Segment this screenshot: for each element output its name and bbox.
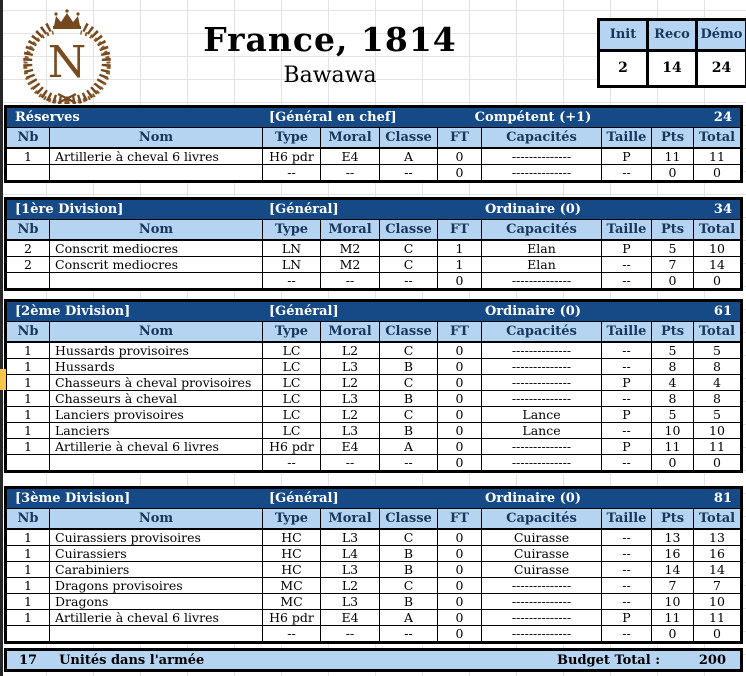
cell[interactable]: 10 [694, 594, 740, 609]
column-header: Classe [380, 322, 437, 341]
column-header: Pts [652, 322, 693, 341]
cell[interactable]: -- [602, 257, 651, 272]
cell[interactable]: -------------- [482, 578, 601, 593]
cell[interactable]: -- [263, 626, 320, 641]
column-header: Capacités [482, 322, 601, 341]
cell[interactable]: B [380, 546, 437, 561]
cell[interactable]: H6 pdr [263, 149, 320, 164]
cell[interactable]: B [380, 391, 437, 406]
cell[interactable]: 0 [438, 359, 481, 374]
section-name: [3ème Division] [15, 491, 131, 506]
cell[interactable]: 0 [694, 273, 740, 288]
cell[interactable]: M2 [321, 241, 379, 256]
cell[interactable]: LC [263, 423, 320, 438]
cell[interactable]: P [602, 407, 651, 422]
cell[interactable]: -------------- [482, 359, 601, 374]
column-header: FT [438, 322, 481, 341]
cell[interactable]: E4 [321, 610, 379, 625]
sheet-left-edge [0, 0, 3, 676]
cell[interactable]: B [380, 562, 437, 577]
cell[interactable] [50, 165, 262, 180]
cell[interactable]: 0 [694, 626, 740, 641]
cell[interactable]: -- [321, 455, 379, 470]
column-header-row [7, 220, 740, 239]
cell[interactable]: 0 [694, 455, 740, 470]
cell[interactable]: Lance [482, 423, 601, 438]
section-points: 24 [713, 110, 732, 125]
budget-total-value: 200 [698, 652, 726, 668]
division-table [4, 105, 743, 183]
cell[interactable]: -- [380, 273, 437, 288]
cell[interactable]: -------------- [482, 610, 601, 625]
cell[interactable]: 1 [7, 375, 49, 390]
cell[interactable]: 7 [652, 578, 693, 593]
cell[interactable]: 0 [438, 546, 481, 561]
cell[interactable]: 1 [7, 149, 49, 164]
cell[interactable]: 0 [652, 626, 693, 641]
cell[interactable]: -- [321, 626, 379, 641]
column-header-row [7, 509, 740, 528]
cell[interactable]: -- [602, 359, 651, 374]
cell[interactable]: 0 [438, 594, 481, 609]
column-header: Total [694, 322, 740, 341]
cell[interactable]: 11 [652, 149, 693, 164]
column-header: Classe [380, 220, 437, 239]
section-quality: Ordinaire (0) [484, 202, 581, 217]
cell[interactable]: 5 [652, 407, 693, 422]
cell[interactable]: Elan [482, 257, 601, 272]
column-header: Nb [7, 128, 49, 147]
cell[interactable]: A [380, 610, 437, 625]
cell[interactable]: -------------- [482, 375, 601, 390]
column-header-row [7, 322, 740, 341]
cell[interactable]: 11 [694, 610, 740, 625]
cell[interactable] [7, 165, 49, 180]
cell[interactable]: 0 [694, 165, 740, 180]
cell[interactable]: -- [380, 165, 437, 180]
row-marker-flag [0, 369, 6, 390]
section-title-bar [7, 489, 740, 508]
cell[interactable]: L2 [321, 578, 379, 593]
cell[interactable]: 2 [7, 257, 49, 272]
column-header: Classe [380, 509, 437, 528]
cell[interactable]: 0 [652, 165, 693, 180]
column-header: Taille [602, 220, 651, 239]
column-header: Taille [602, 322, 651, 341]
cell[interactable]: 0 [438, 439, 481, 454]
cell[interactable]: 0 [438, 273, 481, 288]
cell[interactable]: -------------- [482, 439, 601, 454]
section-general: [Général en chef] [269, 110, 397, 125]
cell[interactable] [50, 455, 262, 470]
cell[interactable]: B [380, 423, 437, 438]
cell[interactable]: 5 [652, 241, 693, 256]
cell[interactable]: -------------- [482, 626, 601, 641]
cell[interactable]: 1 [7, 594, 49, 609]
cell[interactable]: L2 [321, 375, 379, 390]
cell[interactable]: -- [602, 455, 651, 470]
cell[interactable]: 0 [652, 273, 693, 288]
cell[interactable] [7, 273, 49, 288]
cell[interactable]: LN [263, 241, 320, 256]
cell[interactable]: P [602, 610, 651, 625]
cell[interactable]: E4 [321, 439, 379, 454]
column-header: Nom [50, 128, 262, 147]
unit-rows [7, 241, 740, 288]
column-header: FT [438, 220, 481, 239]
cell[interactable]: C [380, 241, 437, 256]
cell[interactable]: 1 [7, 423, 49, 438]
cell[interactable]: 5 [652, 343, 693, 358]
cell[interactable]: 7 [652, 257, 693, 272]
column-header: Nb [7, 509, 49, 528]
cell[interactable]: HC [263, 530, 320, 545]
cell[interactable]: 10 [694, 241, 740, 256]
cell[interactable]: P [602, 439, 651, 454]
cell[interactable] [50, 626, 262, 641]
cell[interactable]: L2 [321, 407, 379, 422]
cell[interactable]: Lanciers provisoires [50, 407, 262, 422]
cell[interactable]: E4 [321, 149, 379, 164]
cell[interactable]: Conscrit mediocres [50, 241, 262, 256]
cell[interactable]: LC [263, 359, 320, 374]
cell[interactable]: -- [602, 546, 651, 561]
cell[interactable]: L3 [321, 391, 379, 406]
column-header: FT [438, 128, 481, 147]
cell[interactable]: -- [321, 165, 379, 180]
section-name: [1ère Division] [15, 202, 124, 217]
cell[interactable]: 11 [652, 610, 693, 625]
cell[interactable]: Artillerie à cheval 6 livres [50, 149, 262, 164]
section-general: [Général] [269, 491, 339, 506]
column-header: Pts [652, 509, 693, 528]
cell[interactable]: LC [263, 407, 320, 422]
column-header: Moral [321, 322, 379, 341]
cell[interactable]: C [380, 578, 437, 593]
cell[interactable]: L3 [321, 562, 379, 577]
cell[interactable]: B [380, 594, 437, 609]
cell[interactable]: 14 [694, 257, 740, 272]
cell[interactable]: 1 [7, 407, 49, 422]
cell[interactable]: P [602, 149, 651, 164]
cell[interactable]: Cuirassiers provisoires [50, 530, 262, 545]
column-header: Nb [7, 322, 49, 341]
column-header: Nom [50, 322, 262, 341]
cell[interactable]: C [380, 257, 437, 272]
column-header: Moral [321, 509, 379, 528]
cell[interactable]: 1 [438, 257, 481, 272]
cell[interactable]: MC [263, 578, 320, 593]
cell[interactable]: Artillerie à cheval 6 livres [50, 610, 262, 625]
cell[interactable]: LC [263, 343, 320, 358]
cell[interactable]: 11 [694, 149, 740, 164]
cell[interactable]: Cuirasse [482, 562, 601, 577]
cell[interactable]: 13 [694, 530, 740, 545]
cell[interactable]: 14 [694, 562, 740, 577]
cell[interactable]: 2 [7, 241, 49, 256]
section-general: [Général] [269, 202, 339, 217]
cell[interactable]: Lance [482, 407, 601, 422]
cell[interactable]: -- [602, 343, 651, 358]
cell[interactable]: MC [263, 594, 320, 609]
cell[interactable]: Dragons [50, 594, 262, 609]
cell[interactable]: 1 [7, 391, 49, 406]
cell[interactable]: 0 [438, 375, 481, 390]
column-header: Taille [602, 128, 651, 147]
column-header: FT [438, 509, 481, 528]
cell[interactable]: 0 [438, 610, 481, 625]
cell[interactable]: -- [602, 594, 651, 609]
cell[interactable]: 0 [438, 578, 481, 593]
cell[interactable]: Elan [482, 241, 601, 256]
cell[interactable]: L3 [321, 594, 379, 609]
cell[interactable]: LN [263, 257, 320, 272]
unit-rows [7, 343, 740, 470]
division-table [4, 299, 743, 473]
unit-count-label: Unités dans l'armée [59, 652, 205, 668]
cell[interactable] [7, 626, 49, 641]
column-header: Taille [602, 509, 651, 528]
section-title-bar [7, 200, 740, 219]
cell[interactable]: L3 [321, 530, 379, 545]
section-points: 34 [713, 202, 732, 217]
cell[interactable]: 1 [7, 562, 49, 577]
cell[interactable]: 8 [652, 391, 693, 406]
column-header: Pts [652, 220, 693, 239]
cell[interactable]: 1 [7, 439, 49, 454]
cell[interactable]: -- [263, 455, 320, 470]
cell[interactable]: Hussards provisoires [50, 343, 262, 358]
cell[interactable]: 11 [652, 439, 693, 454]
cell[interactable]: Cuirassiers [50, 546, 262, 561]
cell[interactable]: -- [380, 455, 437, 470]
cell[interactable]: 5 [694, 343, 740, 358]
cell[interactable]: -- [602, 423, 651, 438]
cell[interactable]: H6 pdr [263, 439, 320, 454]
cell[interactable]: -- [263, 165, 320, 180]
column-header: Total [694, 509, 740, 528]
cell[interactable]: -- [602, 578, 651, 593]
column-header: Moral [321, 220, 379, 239]
cell[interactable]: 0 [438, 455, 481, 470]
column-header: Moral [321, 128, 379, 147]
cell[interactable]: 10 [652, 594, 693, 609]
cell[interactable]: -- [602, 165, 651, 180]
section-points: 81 [713, 491, 732, 506]
column-header: Pts [652, 128, 693, 147]
cell[interactable]: C [380, 343, 437, 358]
stat-value-reco[interactable]: 14 [649, 52, 695, 85]
cell[interactable]: M2 [321, 257, 379, 272]
cell[interactable]: P [602, 375, 651, 390]
section-title-bar [7, 108, 740, 127]
cell[interactable]: 10 [694, 423, 740, 438]
cell[interactable]: C [380, 407, 437, 422]
cell[interactable]: L2 [321, 343, 379, 358]
cell[interactable]: A [380, 439, 437, 454]
column-header: Total [694, 220, 740, 239]
cell[interactable]: 0 [438, 423, 481, 438]
cell[interactable]: 0 [438, 165, 481, 180]
stat-header-demo: Démo [698, 21, 745, 49]
section-quality: Ordinaire (0) [484, 304, 581, 319]
init-reco-demo-table [597, 18, 746, 88]
cell[interactable]: -------------- [482, 391, 601, 406]
column-header: Type [263, 322, 320, 341]
stat-value-init[interactable]: 2 [600, 52, 646, 85]
cell[interactable]: 0 [652, 455, 693, 470]
cell[interactable]: 14 [652, 562, 693, 577]
cell[interactable] [50, 273, 262, 288]
cell[interactable]: -------------- [482, 149, 601, 164]
cell[interactable]: HC [263, 562, 320, 577]
cell[interactable]: L4 [321, 546, 379, 561]
cell[interactable]: -- [602, 273, 651, 288]
cell[interactable]: 1 [7, 343, 49, 358]
section-name: [2ème Division] [15, 304, 131, 319]
cell[interactable]: -- [321, 273, 379, 288]
army-title: France, 1814 [203, 20, 457, 59]
column-header: Capacités [482, 220, 601, 239]
cell[interactable]: -------------- [482, 165, 601, 180]
cell[interactable]: 0 [438, 530, 481, 545]
division-table [4, 486, 743, 644]
stat-header-reco: Reco [649, 21, 695, 49]
cell[interactable]: 5 [694, 407, 740, 422]
column-header: Capacités [482, 128, 601, 147]
unit-rows [7, 149, 740, 180]
cell[interactable]: -------------- [482, 273, 601, 288]
cell[interactable]: 0 [438, 562, 481, 577]
cell[interactable]: Chasseurs à cheval [50, 391, 262, 406]
cell[interactable]: Chasseurs à cheval provisoires [50, 375, 262, 390]
cell[interactable]: 11 [694, 439, 740, 454]
cell[interactable]: Cuirasse [482, 530, 601, 545]
cell[interactable]: P [602, 241, 651, 256]
cell[interactable]: C [380, 375, 437, 390]
column-header: Type [263, 128, 320, 147]
cell[interactable]: 0 [438, 407, 481, 422]
cell[interactable]: -- [602, 626, 651, 641]
cell[interactable]: 4 [652, 375, 693, 390]
section-title-bar [7, 302, 740, 321]
cell[interactable]: 0 [438, 391, 481, 406]
cell[interactable]: 1 [438, 241, 481, 256]
cell[interactable]: -------------- [482, 343, 601, 358]
army-title-block [130, 20, 530, 88]
cell[interactable]: 16 [652, 546, 693, 561]
stat-header-init: Init [600, 21, 646, 49]
cell[interactable]: 1 [7, 530, 49, 545]
column-header-row [7, 128, 740, 147]
column-header: Classe [380, 128, 437, 147]
cell[interactable]: Dragons provisoires [50, 578, 262, 593]
cell[interactable]: -------------- [482, 594, 601, 609]
cell[interactable]: 10 [652, 423, 693, 438]
cell[interactable]: 4 [694, 375, 740, 390]
cell[interactable]: 1 [7, 610, 49, 625]
cell[interactable]: -- [380, 626, 437, 641]
cell[interactable]: LC [263, 375, 320, 390]
cell[interactable]: C [380, 530, 437, 545]
cell[interactable]: Artillerie à cheval 6 livres [50, 439, 262, 454]
cell[interactable] [7, 455, 49, 470]
cell[interactable]: 8 [694, 359, 740, 374]
cell[interactable]: 7 [694, 578, 740, 593]
cell[interactable]: HC [263, 546, 320, 561]
napoleon-wreath-logo [16, 4, 118, 104]
army-subtitle: Bawawa [283, 63, 377, 88]
cell[interactable]: 1 [7, 359, 49, 374]
budget-total-label: Budget Total : [557, 652, 660, 668]
cell[interactable]: 16 [694, 546, 740, 561]
cell[interactable]: -------------- [482, 455, 601, 470]
cell[interactable]: A [380, 149, 437, 164]
svg-text:N: N [47, 37, 87, 88]
division-table [4, 197, 743, 291]
cell[interactable]: 0 [438, 149, 481, 164]
cell[interactable]: Hussards [50, 359, 262, 374]
cell[interactable]: L3 [321, 423, 379, 438]
cell[interactable]: 8 [652, 359, 693, 374]
cell[interactable]: -- [602, 562, 651, 577]
cell[interactable]: B [380, 359, 437, 374]
cell[interactable]: 1 [7, 546, 49, 561]
cell[interactable]: -- [602, 391, 651, 406]
cell[interactable]: 13 [652, 530, 693, 545]
cell[interactable]: 0 [438, 626, 481, 641]
unit-count: 17 [19, 652, 38, 668]
column-header: Nom [50, 220, 262, 239]
cell[interactable]: Conscrit mediocres [50, 257, 262, 272]
column-header: Nom [50, 509, 262, 528]
column-header: Nb [7, 220, 49, 239]
stat-value-demo[interactable]: 24 [698, 52, 745, 85]
cell[interactable]: H6 pdr [263, 610, 320, 625]
cell[interactable]: 8 [694, 391, 740, 406]
section-points: 61 [713, 304, 732, 319]
unit-rows [7, 530, 740, 641]
cell[interactable]: 0 [438, 343, 481, 358]
cell[interactable]: LC [263, 391, 320, 406]
column-header: Capacités [482, 509, 601, 528]
column-header: Type [263, 509, 320, 528]
cell[interactable]: -- [602, 530, 651, 545]
section-general: [Général] [269, 304, 339, 319]
section-quality: Compétent (+1) [474, 110, 592, 125]
cell[interactable]: Carabiniers [50, 562, 262, 577]
cell[interactable]: -- [263, 273, 320, 288]
column-header: Total [694, 128, 740, 147]
army-summary-bar [4, 648, 743, 672]
cell[interactable]: 1 [7, 578, 49, 593]
cell[interactable]: Lanciers [50, 423, 262, 438]
section-name: Réserves [15, 110, 80, 125]
section-quality: Ordinaire (0) [484, 491, 581, 506]
wreath-crown-n-icon [16, 4, 118, 104]
cell[interactable]: Cuirasse [482, 546, 601, 561]
cell[interactable]: L3 [321, 359, 379, 374]
column-header: Type [263, 220, 320, 239]
